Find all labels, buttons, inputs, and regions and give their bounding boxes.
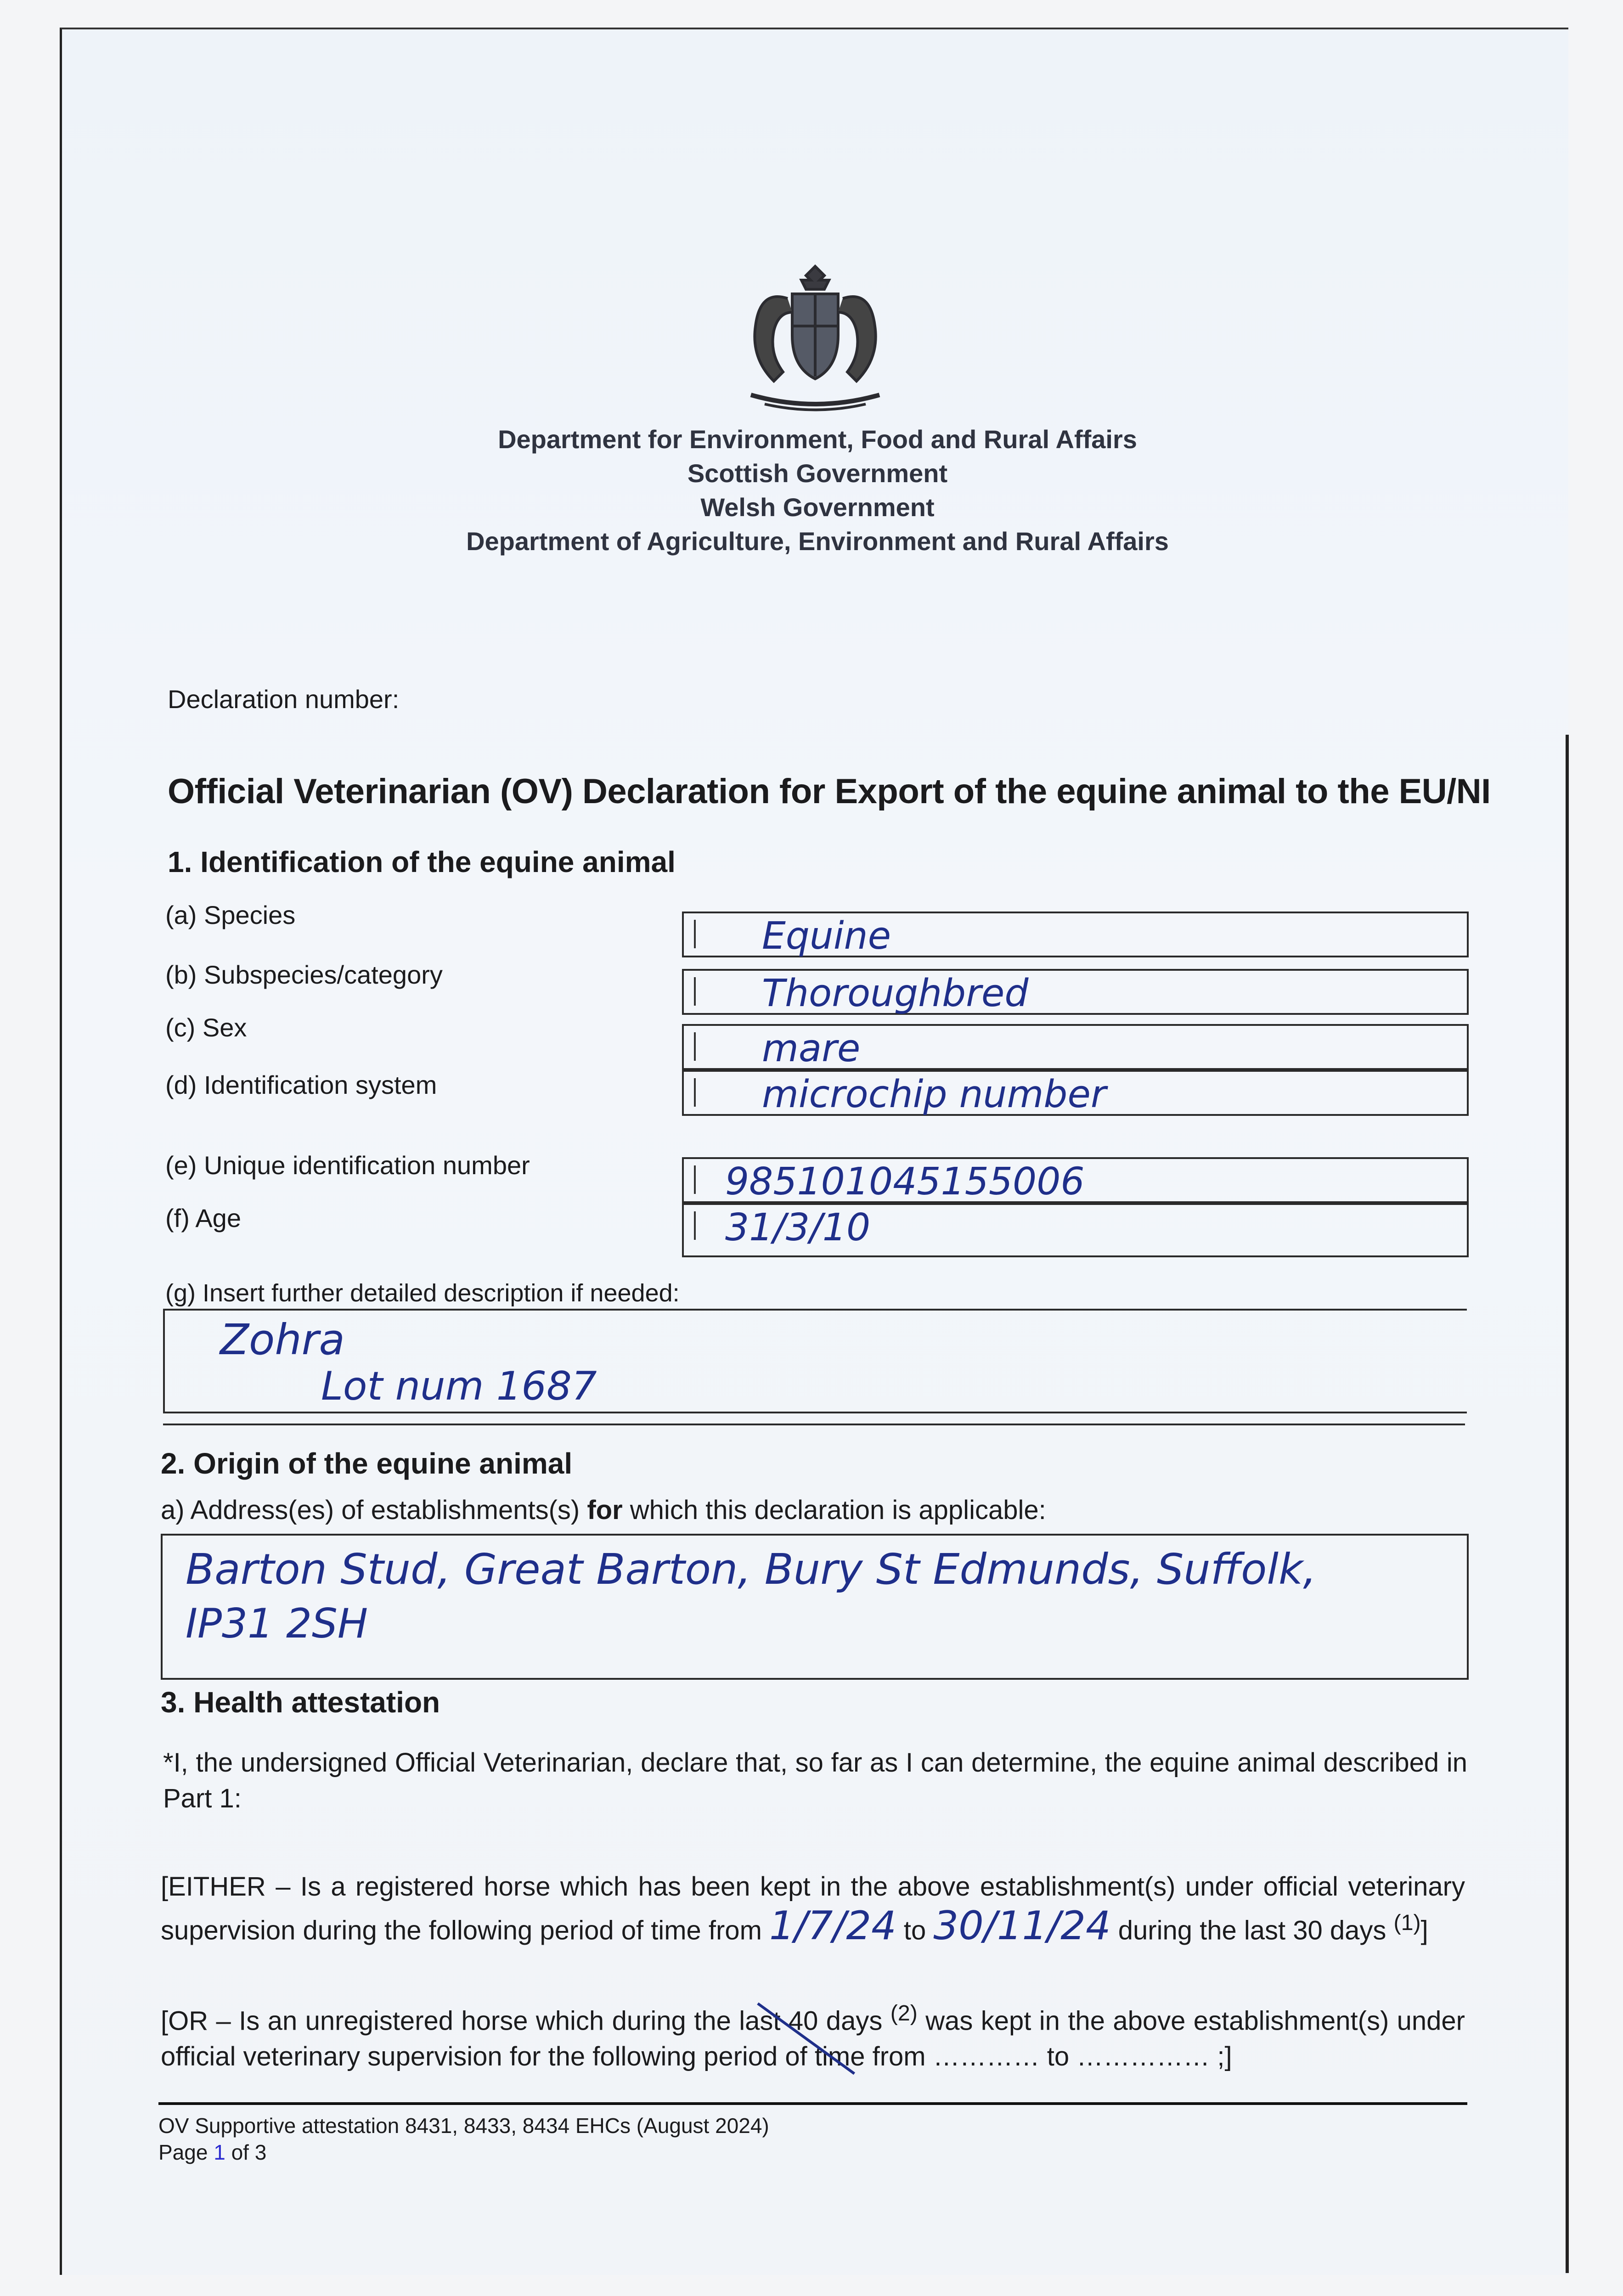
address-line-1: Barton Stud, Great Barton, Bury St Edmunds, Suffolk, bbox=[186, 1545, 1317, 1594]
department-scottish-gov: Scottish Government bbox=[687, 459, 948, 488]
section3-title: 3. Health attestation bbox=[161, 1686, 440, 1719]
department-welsh-gov: Welsh Government bbox=[700, 493, 935, 522]
age-value: 31/3/10 bbox=[725, 1206, 871, 1249]
page-prefix: Page bbox=[158, 2140, 214, 2164]
identification-system-value: microchip number bbox=[762, 1073, 1106, 1116]
description-label: (g) Insert further detailed description if needed: bbox=[165, 1279, 680, 1307]
identification-system-field[interactable] bbox=[682, 1070, 1469, 1116]
page-current: 1 bbox=[214, 2140, 225, 2164]
issuing-departments bbox=[404, 422, 1231, 558]
address-box[interactable] bbox=[161, 1534, 1469, 1680]
royal-coat-of-arms-icon bbox=[723, 257, 907, 418]
footer-rule bbox=[158, 2102, 1467, 2105]
subspecies-field[interactable] bbox=[682, 969, 1469, 1015]
section2-title: 2. Origin of the equine animal bbox=[161, 1447, 573, 1480]
either-close: ] bbox=[1420, 1915, 1428, 1946]
either-from-date: 1/7/24 bbox=[769, 1903, 896, 1949]
sex-value: mare bbox=[762, 1027, 861, 1070]
scan-edge bbox=[1566, 735, 1569, 2273]
either-to-word: to bbox=[896, 1915, 934, 1946]
unique-id-field[interactable] bbox=[682, 1157, 1469, 1203]
age-label: (f) Age bbox=[165, 1204, 241, 1232]
subspecies-label: (b) Subspecies/category bbox=[165, 960, 443, 989]
or-post-text: was kept in the above establishment(s) under official veterinary supervision for the following period of time from ………… to …………… ;] bbox=[161, 2006, 1465, 2072]
field-tick bbox=[694, 1078, 696, 1107]
either-text: [EITHER – Is a registered horse which has been kept in the above establishment(s) under official veterinary supervision during the following period of time from bbox=[161, 1872, 1465, 1946]
sex-field[interactable] bbox=[682, 1024, 1469, 1070]
footer bbox=[158, 2112, 769, 2166]
species-value: Equine bbox=[762, 914, 891, 958]
description-line-1: Zohra bbox=[220, 1315, 345, 1364]
attestation-intro: *I, the undersigned Official Veterinarian, declare that, so far as I can determine, the equine animal described in Part 1: bbox=[163, 1748, 1467, 1813]
field-tick bbox=[694, 1032, 696, 1061]
species-label: (a) Species bbox=[165, 900, 296, 929]
sex-label: (c) Sex bbox=[165, 1013, 247, 1042]
page-indicator bbox=[158, 2139, 769, 2166]
attestation-or bbox=[161, 1995, 1465, 2075]
field-tick bbox=[694, 977, 696, 1006]
species-field[interactable] bbox=[682, 912, 1469, 957]
declaration-number-label: Declaration number: bbox=[168, 685, 400, 714]
either-footnote-ref: (1) bbox=[1393, 1910, 1421, 1935]
identification-system-label: (d) Identification system bbox=[165, 1070, 437, 1099]
field-tick bbox=[694, 920, 696, 948]
attestation-either bbox=[161, 1869, 1465, 1948]
section1-title: 1. Identification of the equine animal bbox=[168, 845, 676, 878]
either-to-date: 30/11/24 bbox=[933, 1903, 1111, 1949]
department-defra: Department for Environment, Food and Rural Affairs bbox=[498, 425, 1137, 454]
field-tick bbox=[694, 1211, 696, 1240]
age-field[interactable] bbox=[682, 1203, 1469, 1257]
subspecies-value: Thoroughbred bbox=[762, 972, 1029, 1015]
field-tick bbox=[694, 1165, 696, 1194]
description-box[interactable] bbox=[163, 1309, 1467, 1413]
page-suffix: of 3 bbox=[225, 2140, 267, 2164]
address-line-2: IP31 2SH bbox=[186, 1600, 368, 1647]
page-title: Official Veterinarian (OV) Declaration for Export of the equine animal to the EU/NI bbox=[168, 772, 1491, 811]
or-footnote-ref: (2) bbox=[890, 2001, 918, 2026]
address-label-post: which this declaration is applicable: bbox=[622, 1495, 1046, 1525]
description-line-2: Lot num 1687 bbox=[321, 1363, 597, 1409]
address-label-for: for bbox=[587, 1495, 623, 1525]
description-rule bbox=[163, 1424, 1465, 1425]
unique-id-value: 985101045155006 bbox=[725, 1160, 1085, 1204]
unique-id-label: (e) Unique identification number bbox=[165, 1151, 530, 1180]
address-label bbox=[161, 1495, 1046, 1525]
either-post-text: during the last 30 days bbox=[1110, 1915, 1394, 1946]
address-label-pre: a) Address(es) of establishments(s) bbox=[161, 1495, 587, 1525]
footer-reference: OV Supportive attestation 8431, 8433, 8434 EHCs (August 2024) bbox=[158, 2114, 769, 2138]
or-text: [OR – Is an unregistered horse which during the last 40 days bbox=[161, 2006, 890, 2036]
department-daera: Department of Agriculture, Environment and Rural Affairs bbox=[466, 527, 1169, 556]
